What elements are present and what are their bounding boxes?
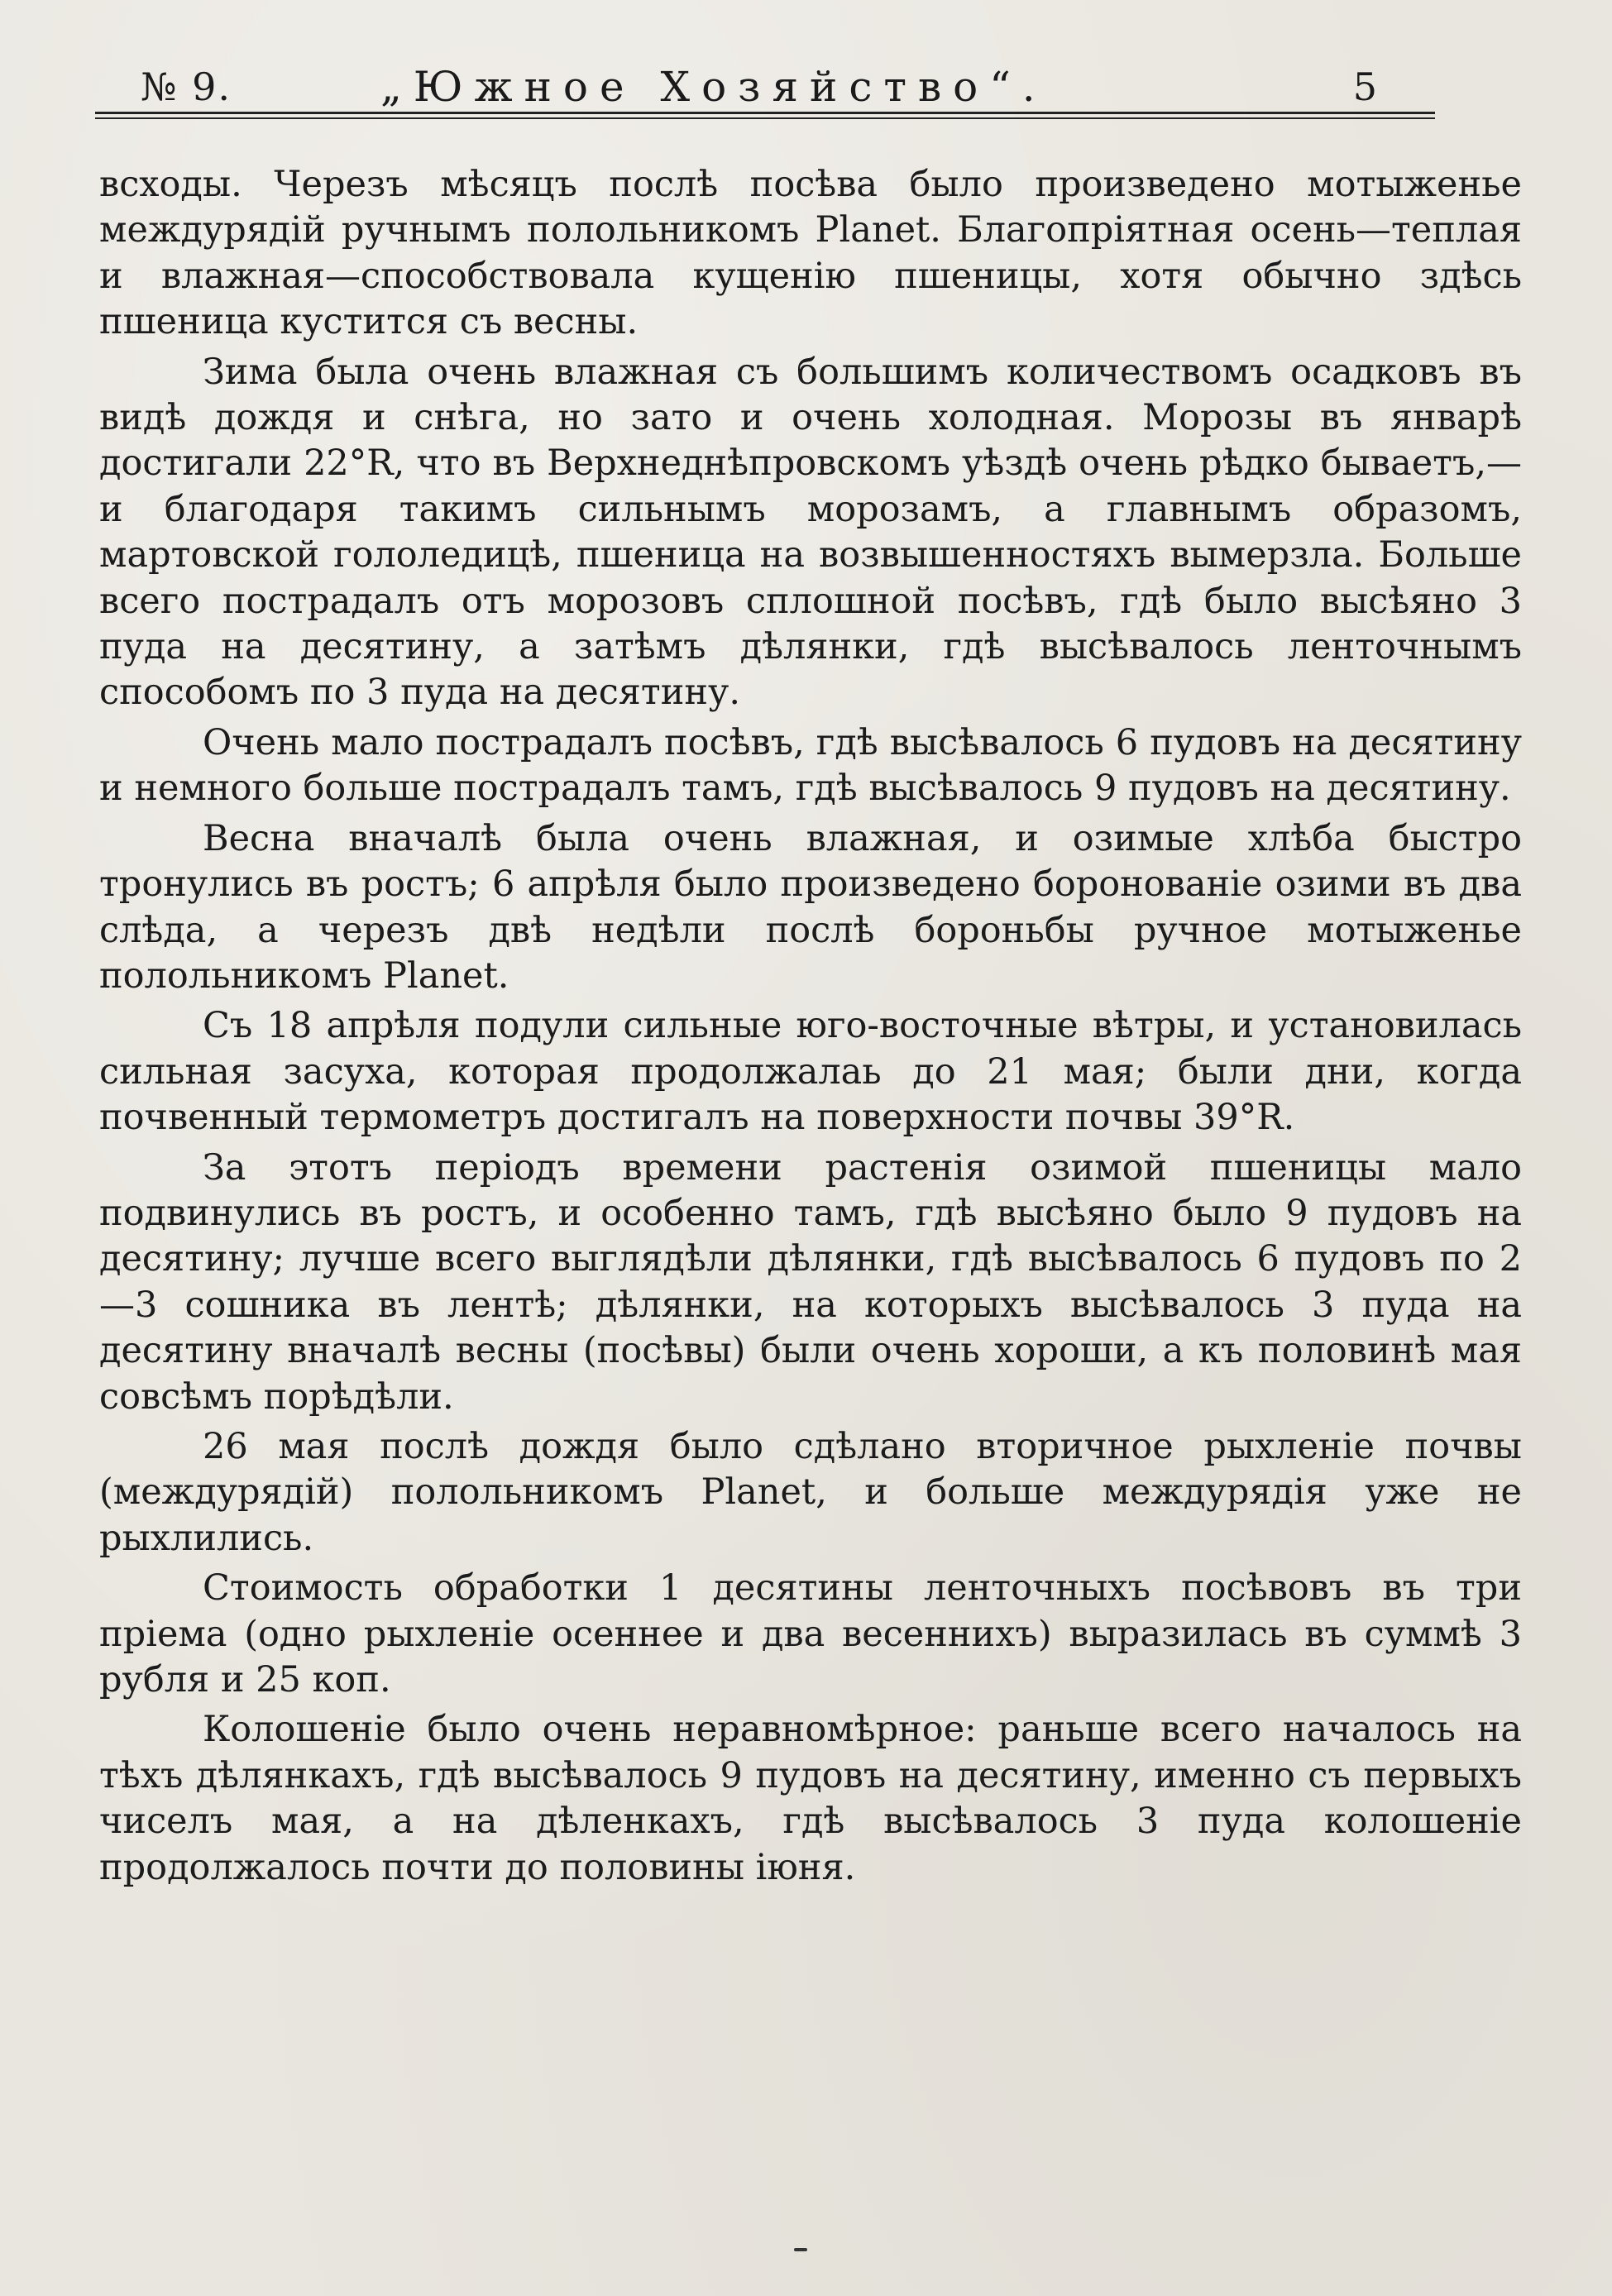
header-rule	[95, 112, 1435, 114]
scan-speck	[794, 2248, 807, 2251]
paragraph-8: Стоимость обработки 1 десятины ленточныхъ посѣвовъ въ три пріема (одно рыхленіе осеннее и два весеннихъ) выразилась въ суммѣ 3 рубля и 25 коп.	[99, 1567, 1522, 1700]
paragraph-7: 26 мая послѣ дождя было сдѣлано вторичное рыхленіе почвы (междурядій) полольникомъ Planet, и больше междурядія уже не рыхлились.	[99, 1425, 1522, 1559]
article-body	[99, 162, 1522, 1895]
paragraph-6: За этотъ періодъ времени растенія озимой пшеницы мало подвинулись въ ростъ, и особенно тамъ, гдѣ высѣяно было 9 пудовъ на десятину; лучше всего выглядѣли дѣлянки, гдѣ высѣвалось 6 пудовъ по 2—3 сошника въ лентѣ; дѣлянки, на которыхъ высѣвалось 3 пуда на десятину вначалѣ весны (посѣвы) были очень хороши, а къ половинѣ мая совсѣмъ порѣдѣли.	[99, 1146, 1522, 1418]
paragraph-1: всходы. Черезъ мѣсяцъ послѣ посѣва было произведено мотыженье междурядій ручнымъ полольникомъ Planet. Благопріятная осень—теплая и влажная—способствовала кущенію пшеницы, хотя обычно здѣсь пшеница кустится съ весны.	[99, 164, 1522, 343]
running-header	[95, 58, 1435, 116]
journal-title: „Южное Хозяйство“.	[380, 63, 1047, 111]
paragraph-4: Весна вначалѣ была очень влажная, и озимые хлѣба быстро тронулись въ ростъ; 6 апрѣля было произведено боронованіе озими въ два слѣда, а черезъ двѣ недѣли послѣ бороньбы ручное мотыженье полольникомъ Planet.	[99, 817, 1522, 997]
paragraph-9: Колошеніе было очень неравномѣрное: раньше всего началось на тѣхъ дѣлянкахъ, гдѣ высѣвалось 9 пудовъ на десятину, именно съ первыхъ чиселъ мая, а на дѣленкахъ, гдѣ высѣвалось 3 пуда колошеніе продолжалось почти до половины іюня.	[99, 1709, 1522, 1888]
paragraph-3: Очень мало пострадалъ посѣвъ, гдѣ высѣвалось 6 пудовъ на десятину и немного больше пострадалъ тамъ, гдѣ высѣвалось 9 пудовъ на десятину.	[99, 721, 1522, 810]
paragraph-5: Съ 18 апрѣля подули сильные юго-восточные вѣтры, и установилась сильная засуха, которая продолжалаь до 21 мая; были дни, когда почвенный термометръ достигалъ на поверхности почвы 39°R.	[99, 1005, 1522, 1139]
paragraph-2: Зима была очень влажная съ большимъ количествомъ осадковъ въ видѣ дождя и снѣга, но зато и очень холодная. Морозы въ январѣ достигали 22°R, что въ Верхнеднѣпровскомъ уѣздѣ очень рѣдко бываетъ,—и благодаря такимъ сильнымъ морозамъ, а главнымъ образомъ, мартовской гололедицѣ, пшеница на возвышенностяхъ вымерзла. Больше всего пострадалъ отъ морозовъ сплошной посѣвъ, гдѣ было высѣяно 3 пуда на десятину, а затѣмъ дѣлянки, гдѣ высѣвалось ленточнымъ способомъ по 3 пуда на десятину.	[99, 351, 1522, 714]
page-number: 5	[1352, 65, 1377, 109]
header-rule-thin	[95, 117, 1435, 119]
issue-number: № 9.	[141, 65, 232, 109]
